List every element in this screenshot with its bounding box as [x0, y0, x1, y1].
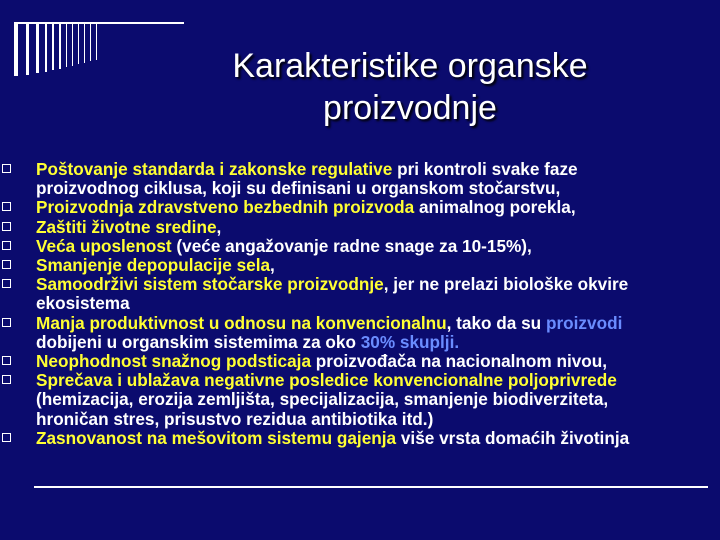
bullet-line — [36, 352, 720, 371]
bullet-item — [0, 256, 720, 275]
text-segment: Sprečava i ublažava negativne posledice konvencionalne poljoprivrede — [36, 370, 617, 391]
bullet-line — [36, 371, 720, 390]
bullet-line — [36, 198, 720, 217]
hollow-square-bullet-icon — [2, 433, 11, 442]
text-segment: , jer ne prelazi biološke okvire — [383, 274, 629, 295]
hollow-square-bullet-icon — [2, 375, 11, 384]
hollow-square-bullet-icon — [2, 260, 11, 269]
bullet-line — [36, 333, 720, 352]
text-segment: 30% skuplji. — [360, 331, 460, 352]
bullet-item — [0, 160, 720, 198]
bullet-line — [36, 314, 720, 333]
bullet-line — [36, 275, 720, 294]
slide-title — [150, 45, 670, 129]
text-segment: Proizvodnja zdravstveno bezbednih proizvoda — [36, 197, 415, 218]
bullet-item — [0, 371, 720, 429]
text-segment: Zaštiti životne sredine — [36, 216, 217, 237]
bullet-line — [36, 294, 720, 313]
text-segment: animalnog porekla, — [414, 197, 576, 218]
bullet-line — [36, 390, 720, 409]
bullet-line — [36, 218, 720, 237]
hollow-square-bullet-icon — [2, 202, 11, 211]
text-segment: dobijeni u organskim sistemima za oko — [36, 331, 361, 352]
hollow-square-bullet-icon — [2, 279, 11, 288]
decorative-bar — [14, 22, 18, 76]
text-segment: Neophodnost snažnog podsticaja — [36, 351, 312, 372]
decorative-bar — [66, 22, 67, 67]
decorative-bar — [72, 22, 73, 66]
hollow-square-bullet-icon — [2, 318, 11, 327]
decorative-bar — [96, 22, 97, 60]
text-segment: Manja produktivnost u odnosu na konvencionalnu — [36, 312, 447, 333]
bullet-line — [36, 237, 720, 256]
text-segment: (hemizacija, erozija zemljišta, specijalizacija, smanjenje biodiverziteta, — [36, 389, 609, 410]
title-line-2: proizvodnje — [323, 89, 497, 127]
decorative-bar — [26, 22, 29, 75]
hollow-square-bullet-icon — [2, 356, 11, 365]
decorative-bar — [45, 22, 47, 72]
text-segment: , — [270, 255, 275, 276]
bullet-item — [0, 218, 720, 237]
text-segment: Zasnovanost na mešovitom sistemu gajenja — [36, 427, 397, 448]
text-segment: , tako da su — [446, 312, 546, 333]
text-segment: ekosistema — [36, 293, 130, 314]
bullet-item — [0, 429, 720, 448]
decorative-bar — [78, 22, 79, 64]
bullet-line — [36, 179, 720, 198]
text-segment: proizvodi — [545, 312, 623, 333]
decorative-bar — [90, 22, 91, 61]
text-segment: Samoodrživi sistem stočarske proizvodnje — [36, 274, 384, 295]
text-segment: (veće angažovanje radne snage za 10-15%), — [171, 235, 532, 256]
bullet-item — [0, 352, 720, 371]
hollow-square-bullet-icon — [2, 222, 11, 231]
text-segment: proizvođača na nacionalnom nivou, — [311, 351, 608, 372]
hollow-square-bullet-icon — [2, 164, 11, 173]
text-segment: proizvodnog ciklusa, koji su definisani u organskom stočarstvu, — [36, 178, 561, 199]
hollow-square-bullet-icon — [2, 241, 11, 250]
divider-line — [34, 486, 708, 488]
bullet-line — [36, 160, 720, 179]
bullet-line — [36, 429, 720, 448]
bullet-item — [0, 198, 720, 217]
text-segment: više vrsta domaćih životinja — [396, 427, 630, 448]
text-segment: Poštovanje standarda i zakonske regulative — [36, 159, 393, 179]
text-segment: Smanjenje depopulacije sela — [36, 255, 271, 276]
text-segment: pri kontroli svake faze — [392, 159, 578, 179]
bullet-line — [36, 410, 720, 429]
title-line-1: Karakteristike organske — [232, 47, 588, 85]
bullet-item — [0, 314, 720, 352]
bullet-item — [0, 275, 720, 313]
text-segment: Veća uposlenost — [36, 235, 172, 256]
decorative-bar — [84, 22, 85, 63]
decorative-line — [14, 22, 184, 24]
decorative-bar — [59, 22, 61, 69]
bullet-line — [36, 256, 720, 275]
decorative-bar — [52, 22, 54, 70]
bullet-list — [0, 160, 720, 448]
text-segment: , — [216, 216, 222, 237]
bullet-item — [0, 237, 720, 256]
decorative-bar — [36, 22, 39, 73]
text-segment: hroničan stres, prisustvo rezidua antibiotika itd.) — [36, 408, 434, 429]
